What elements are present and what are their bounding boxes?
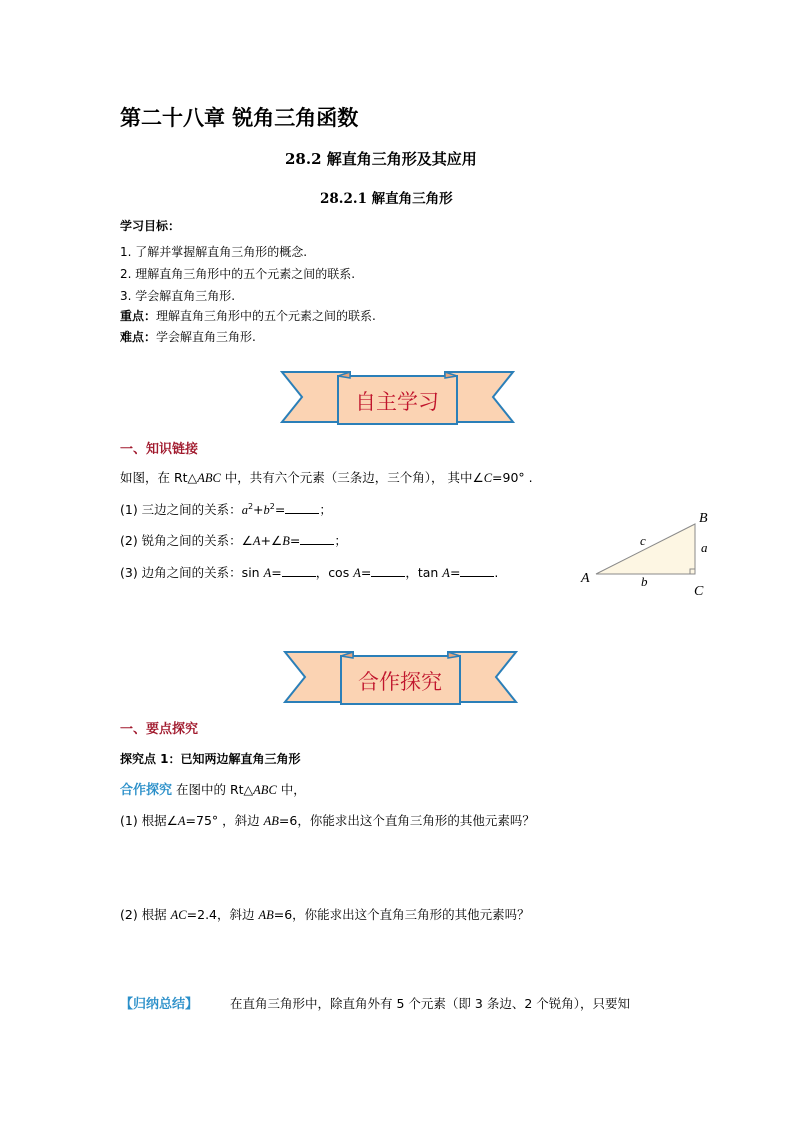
vertex-b-label: B [699,511,708,526]
q2-plus: +∠ [260,533,283,548]
coop-abc: ABC [253,783,277,797]
p1-ab: AB [263,814,279,828]
goal-item-1: 1. 了解并掌握解直角三角形的概念. [120,245,308,259]
q3-a3: A [442,566,450,580]
q1-sup-b: 2 [269,501,275,511]
q1-b: b [263,503,270,517]
p1-mid: =75° ，斜边 [185,813,264,828]
side-a-label: a [701,540,708,555]
question-3 [120,563,498,581]
vertex-c-label: C [694,584,704,599]
q2-eq: = [289,533,301,548]
knowledge-intro [120,468,533,486]
intro-c: C [483,471,493,485]
problem-1 [120,811,535,829]
key-point [120,307,376,324]
key-text: 理解直角三角形中的五个元素之间的联系. [156,309,376,323]
q3-a2: A [353,566,361,580]
goal-item-3: 3. 学会解直角三角形. [120,289,236,303]
subsection-title: 28.2.1 解直角三角形 [320,191,453,207]
question-2 [120,531,347,549]
section-title: 28.2 解直角三角形及其应用 [285,150,477,168]
p2-ac: AC [170,908,187,922]
p2-mid: =2.4，斜边 [186,907,259,922]
banner-cooperation-text: 合作探究 [358,670,442,694]
q3-eq1: = [271,565,282,580]
q3-end: . [494,565,499,580]
chapter-title: 第二十八章 锐角三角函数 [120,105,359,130]
problem-2 [120,905,530,923]
coop-line [120,779,306,798]
summary-line [120,993,630,1012]
coop-text-1: 在图中的 Rt△ [172,782,254,797]
q3-eq3: = [449,565,461,580]
vertex-a-label: A [581,571,590,586]
q1-end: ； [319,502,332,517]
q3-tan: ，tan [405,565,443,580]
p1-a: A [177,814,186,828]
intro-abc: ABC [197,471,221,485]
difficult-label: 难点： [120,330,157,344]
q1-prefix: (1) 三边之间的关系： [120,502,242,517]
p2-end: =6，你能求出这个直角三角形的其他元素吗？ [273,907,530,922]
right-triangle-diagram [575,505,715,600]
difficult-point [120,328,256,345]
summary-text: 在直角三角形中，除直角外有 5 个元素（即 3 条边、2 个锐角），只要知 [230,996,630,1011]
explore-point-1: 探究点 1：已知两边解直角三角形 [120,752,301,766]
difficult-text: 学会解直角三角形. [156,330,256,344]
p1-prefix: (1) 根据∠ [120,813,178,828]
q1-a: a [241,503,248,517]
summary-label: 【归纳总结】 [120,997,199,1012]
p2-ab: AB [258,908,274,922]
banner-self-study-text: 自主学习 [355,390,439,414]
q3-prefix: (3) 边角之间的关系：sin [120,565,264,580]
coop-label: 合作探究 [120,783,173,798]
explore-heading: 一、要点探究 [120,722,199,737]
q2-a: A [252,534,261,548]
banner-self-study [280,368,515,430]
intro-part-3: =90° . [492,470,533,485]
q3-a1: A [263,566,272,580]
key-label: 重点： [120,309,157,323]
q3-cos: ，cos [315,565,354,580]
q2-blank[interactable] [300,531,334,545]
q2-prefix: (2) 锐角之间的关系：∠ [120,533,253,548]
intro-part-1: 如图，在 Rt△ [120,470,198,485]
q1-plus: + [253,502,264,517]
question-1 [120,500,332,518]
q3-blank-cos[interactable] [371,563,405,577]
coop-text-2: 中， [276,782,306,797]
p2-prefix: (2) 根据 [120,907,171,922]
q1-eq: = [274,502,286,517]
q2-end: ； [334,533,347,548]
p1-end: =6，你能求出这个直角三角形的其他元素吗？ [278,813,535,828]
q1-sup-a: 2 [247,501,254,511]
q1-blank[interactable] [285,500,319,514]
goal-item-2: 2. 理解直角三角形中的五个元素之间的联系. [120,267,356,281]
side-b-label: b [641,574,648,589]
q3-blank-sin[interactable] [282,563,316,577]
q3-blank-tan[interactable] [460,563,494,577]
banner-cooperation [283,648,518,710]
intro-part-2: 中，共有六个元素（三条边，三个角）， 其中∠ [220,470,484,485]
q2-b: B [282,534,290,548]
knowledge-heading: 一、知识链接 [120,442,199,457]
goals-heading: 学习目标： [120,219,181,233]
side-c-label: c [640,533,646,548]
q3-eq2: = [360,565,372,580]
